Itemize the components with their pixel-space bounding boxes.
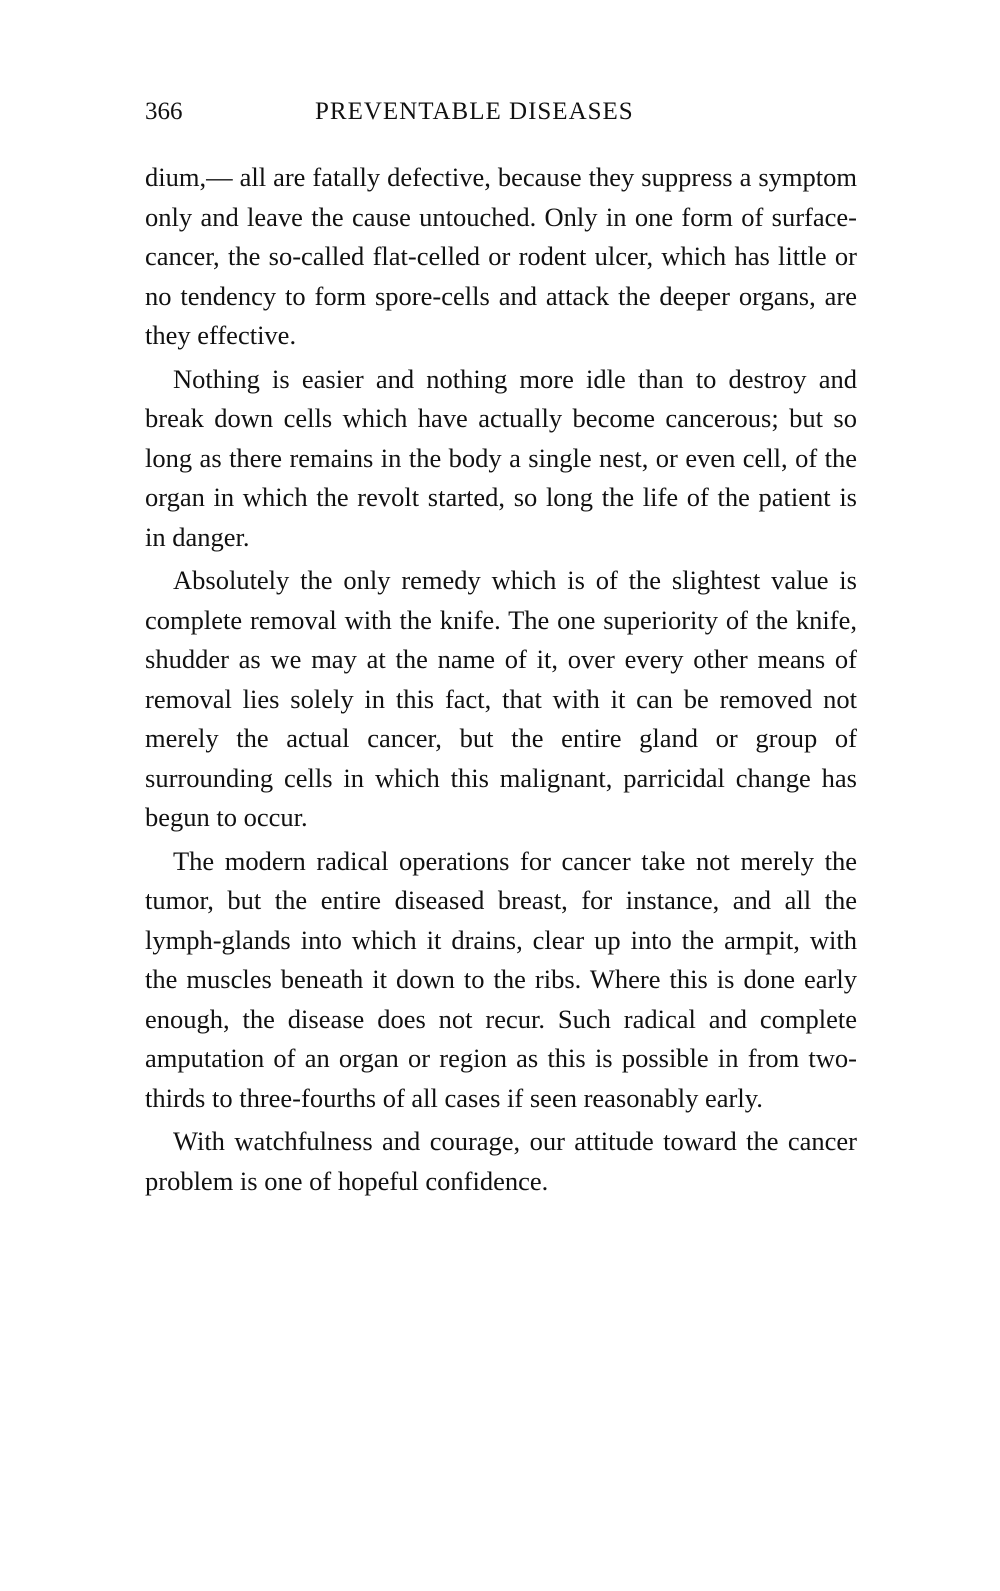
body-text [145, 158, 857, 1201]
paragraph: Nothing is easier and nothing more idle than to destroy and break down cells which have actually become cancerous; but so long as there remains in the body a single nest, or even cell, of the organ in which the revolt started, so long the life of the patient is in danger. [145, 363, 857, 552]
paragraph: dium,— all are fatally defective, because they suppress a symptom only and leave the cause untouched. Only in one form of surface-cancer, the so-called flat-celled or rodent ulcer, which has little or no tendency to form spore-cells and attack the deeper organs, are they effective. [145, 162, 857, 350]
page-number: 366 [145, 98, 183, 125]
paragraph: Absolutely the only remedy which is of the slightest value is complete removal with the knife. The one superiority of the knife, shudder as we may at the name of it, over every other means of removal lies solely in this fact, that with it can be removed not merely the actual cancer, but the entire gland or group of surrounding cells in which this malignant, parricidal change has begun to occur. [145, 565, 857, 832]
running-title: PREVENTABLE DISEASES [315, 98, 634, 125]
paragraph: With watchfulness and courage, our attitude toward the cancer problem is one of hopeful confidence. [145, 1126, 857, 1196]
paragraph: The modern radical operations for cancer take not merely the tumor, but the entire diseased breast, for instance, and all the lymph-glands into which it drains, clear up into the armpit, with the muscles beneath it down to the ribs. Where this is done early enough, the disease does not recur. Such radical and complete amputation of an organ or region as this is possible in from two-thirds to three-fourths of all cases if seen reasonably early. [145, 845, 857, 1113]
